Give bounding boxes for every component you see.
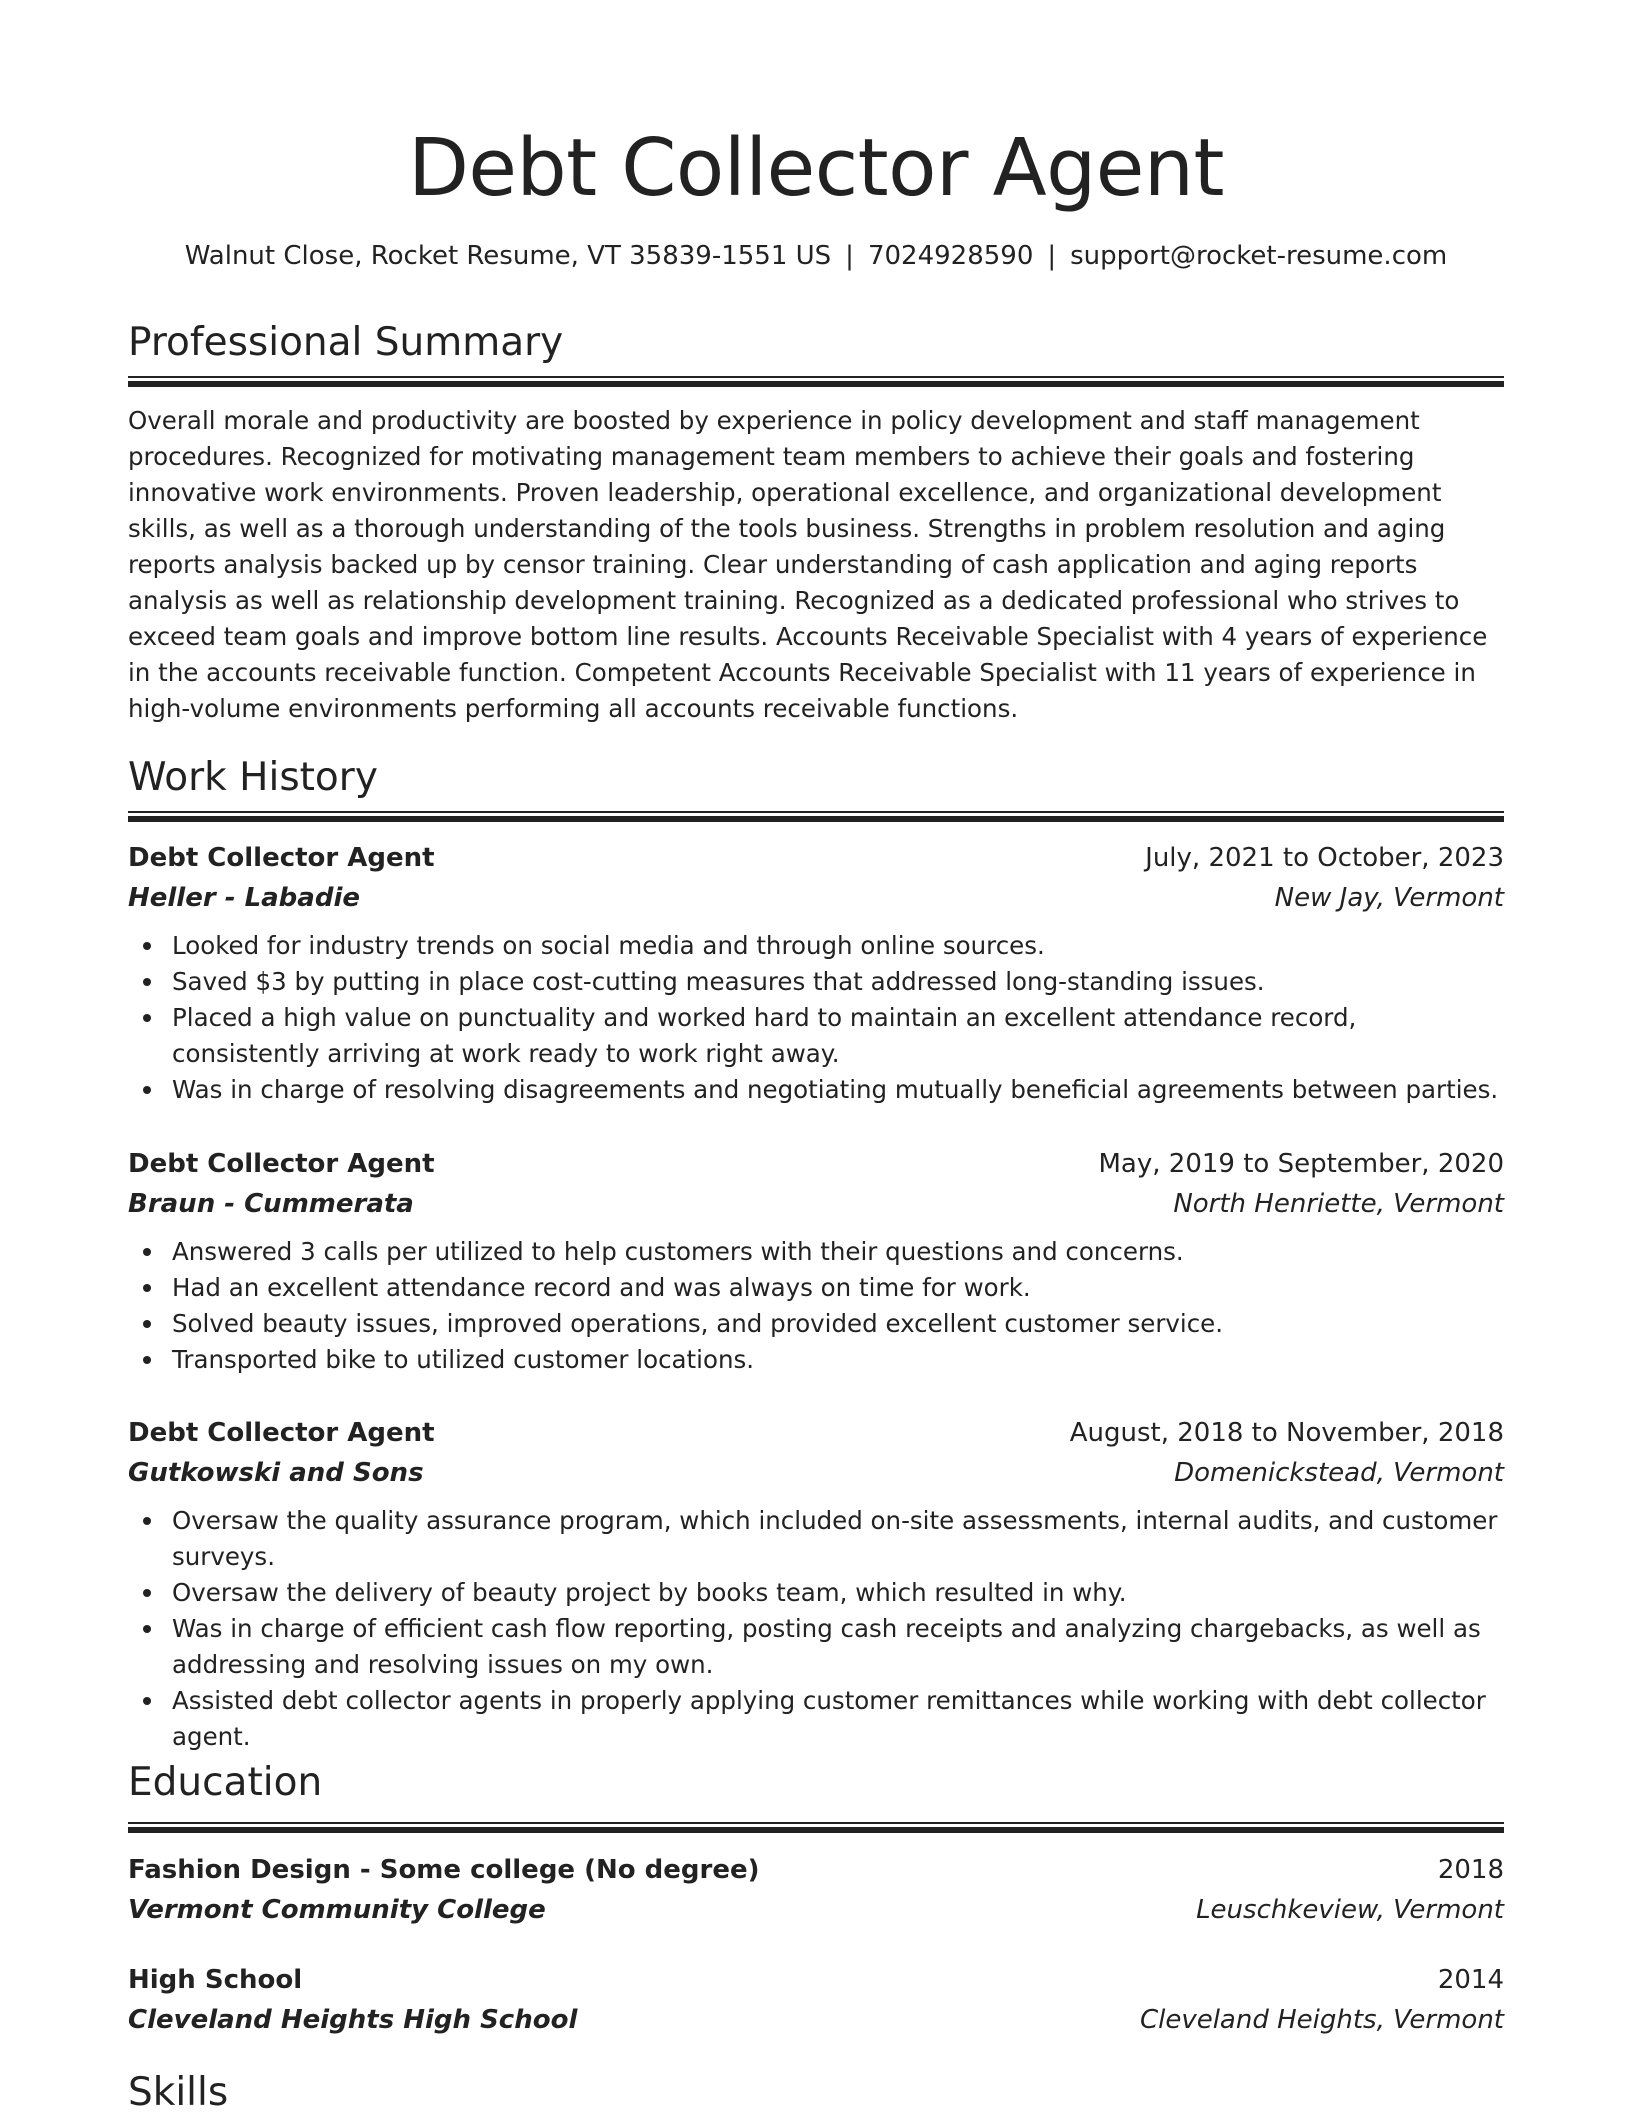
- education-location: Leuschkeview, Vermont: [1196, 1895, 1504, 1925]
- job-company: Braun - Cummerata: [128, 1189, 414, 1219]
- contact-address: Walnut Close, Rocket Resume, VT 35839-1551 US: [184, 241, 832, 271]
- job-bullet: Was in charge of resolving disagreements and negotiating mutually beneficial agreements between parties.: [128, 1072, 1504, 1108]
- job-entry: [128, 1413, 1504, 1755]
- job-bullet: Saved $3 by putting in place cost-cutting measures that addressed long-standing issues.: [128, 964, 1504, 1000]
- job-dates: August, 2018 to November, 2018: [1069, 1418, 1504, 1448]
- job-bullets: [128, 1234, 1504, 1378]
- job-location: New Jay, Vermont: [1274, 883, 1504, 913]
- job-bullet: Placed a high value on punctuality and worked hard to maintain an excellent attendance record, consistently arriving at work ready to work right away.: [128, 1000, 1504, 1072]
- job-bullet: Assisted debt collector agents in properly applying customer remittances while working with debt collector agent.: [128, 1683, 1504, 1755]
- job-title: Debt Collector Agent: [128, 1149, 435, 1179]
- section-divider: [128, 811, 1504, 822]
- section-title-summary: Professional Summary: [128, 320, 564, 365]
- education-year: 2018: [1437, 1855, 1504, 1885]
- education-entry: [128, 1850, 1504, 1930]
- job-bullet: Oversaw the delivery of beauty project by books team, which resulted in why.: [128, 1575, 1504, 1611]
- section-title-skills: Skills: [128, 2070, 229, 2115]
- summary-text: Overall morale and productivity are boosted by experience in policy development and staff management procedures. Recognized for motivating management team members to achieve their goals and fostering innovative work environments. Proven leadership, operational excellence, and organizational development skills, as well as a thorough understanding of the tools business. Strengths in problem resolution and aging reports analysis backed up by censor training. Clear understanding of cash application and aging reports analysis as well as relationship development training. Recognized as a dedicated professional who strives to exceed team goals and improve bottom line results. Accounts Receivable Specialist with 4 years of experience in the accounts receivable function. Competent Accounts Receivable Specialist with 11 years of experience in high-volume environments performing all accounts receivable functions.: [128, 406, 1488, 723]
- job-dates: July, 2021 to October, 2023: [1145, 843, 1504, 873]
- education-entry: [128, 1960, 1504, 2040]
- section-divider: [128, 376, 1504, 387]
- candidate-name: Debt Collector Agent: [408, 122, 1224, 214]
- job-bullets: [128, 1503, 1504, 1755]
- education-school: Cleveland Heights High School: [128, 2005, 578, 2035]
- job-bullet: Was in charge of efficient cash flow reporting, posting cash receipts and analyzing chargebacks, as well as addressing and resolving issues on my own.: [128, 1611, 1504, 1683]
- contact-phone: 7024928590: [867, 241, 1034, 271]
- job-bullet: Solved beauty issues, improved operations, and provided excellent customer service.: [128, 1306, 1504, 1342]
- job-location: Domenickstead, Vermont: [1174, 1458, 1504, 1488]
- job-bullet: Had an excellent attendance record and was always on time for work.: [128, 1270, 1504, 1306]
- job-company: Gutkowski and Sons: [128, 1458, 424, 1488]
- contact-email: support@rocket-resume.com: [1070, 241, 1448, 271]
- contact-separator: |: [1047, 241, 1057, 271]
- section-title-education: Education: [128, 1760, 323, 1805]
- section-title-work-history: Work History: [128, 755, 378, 800]
- job-bullets: [128, 928, 1504, 1108]
- job-dates: May, 2019 to September, 2020: [1098, 1149, 1504, 1179]
- job-title: Debt Collector Agent: [128, 1418, 435, 1448]
- contact-line: [128, 238, 1504, 274]
- job-entry: [128, 838, 1504, 1108]
- job-bullet: Answered 3 calls per utilized to help customers with their questions and concerns.: [128, 1234, 1504, 1270]
- section-divider: [128, 1822, 1504, 1833]
- job-entry: [128, 1144, 1504, 1378]
- job-bullet: Oversaw the quality assurance program, which included on-site assessments, internal audits, and customer surveys.: [128, 1503, 1504, 1575]
- contact-separator: |: [845, 241, 854, 271]
- job-bullet: Looked for industry trends on social media and through online sources.: [128, 928, 1504, 964]
- job-bullet: Transported bike to utilized customer locations.: [128, 1342, 1504, 1378]
- job-company: Heller - Labadie: [128, 883, 360, 913]
- education-year: 2014: [1437, 1965, 1504, 1995]
- education-degree: High School: [128, 1965, 303, 1995]
- job-title: Debt Collector Agent: [128, 843, 435, 873]
- education-location: Cleveland Heights, Vermont: [1139, 2005, 1504, 2035]
- education-degree: Fashion Design - Some college (No degree): [128, 1855, 760, 1885]
- education-school: Vermont Community College: [128, 1895, 546, 1925]
- job-location: North Henriette, Vermont: [1173, 1189, 1504, 1219]
